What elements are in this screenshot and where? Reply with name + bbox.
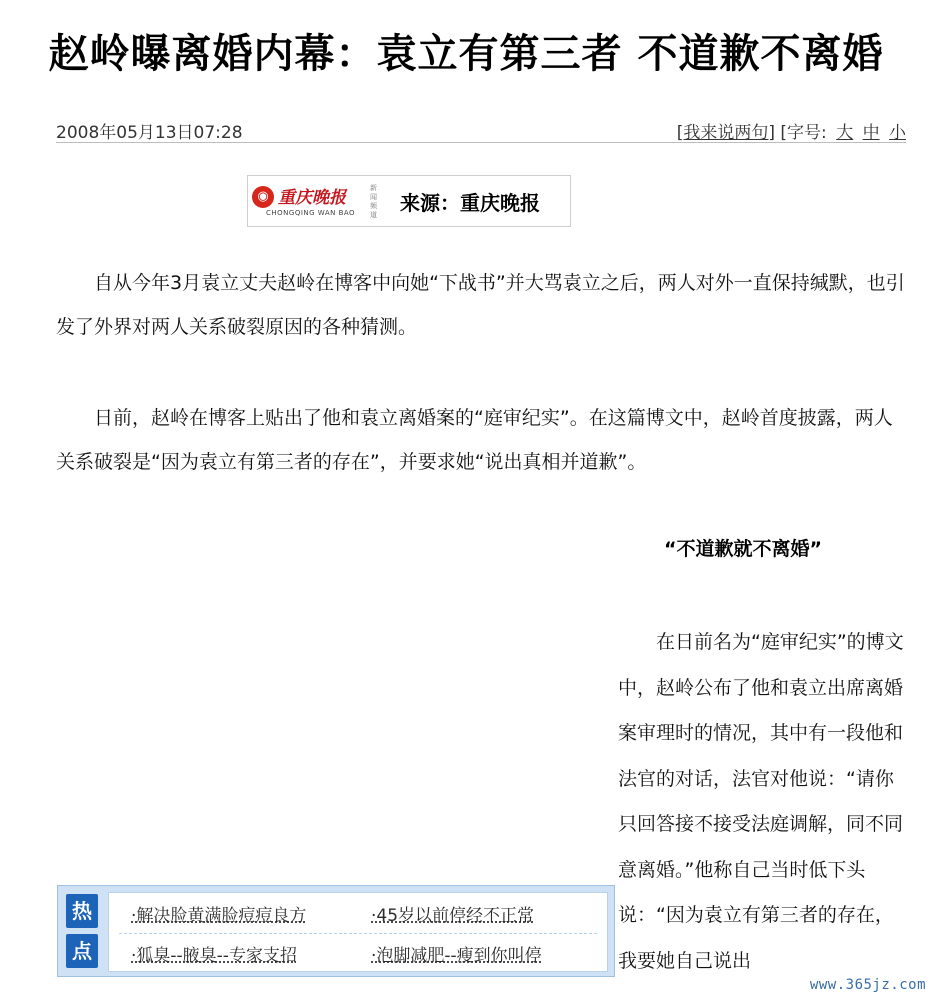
newspaper-logo-subtext: CHONGQING WAN BAO — [266, 209, 356, 217]
article-meta — [56, 118, 906, 143]
article-title: 赵岭曝离婚内幕：袁立有第三者 不道歉不离婚 — [48, 31, 884, 77]
subheading: “不道歉就不离婚” — [664, 538, 822, 560]
newspaper-logo-vertical-text: 新闻频道 — [370, 184, 377, 219]
hot-link[interactable]: ·解决脸黄满脸痘痘良方 — [131, 906, 307, 926]
newspaper-logo — [252, 180, 380, 222]
newspaper-logo-icon: ◉ — [252, 186, 274, 208]
comment-link[interactable]: [我来说两句] — [676, 123, 775, 143]
hot-topics-box — [57, 885, 615, 977]
paragraph-2: 日前，赵岭在博客上贴出了他和袁立离婚案的“庭审纪实”。在这篇博文中，赵岭首度披露，两人关系破裂是“因为袁立有第三者的存在”，并要求她“说出真相并道歉”。 — [56, 407, 893, 473]
hot-topics-list — [108, 892, 608, 972]
font-size-large[interactable]: 大 — [836, 123, 854, 143]
hot-divider — [119, 933, 597, 934]
font-size-small[interactable]: 小 — [889, 123, 906, 143]
article-tools — [677, 118, 906, 143]
paragraph-3: 在日前名为“庭审纪实”的博文中，赵岭公布了他和袁立出席离婚案审理时的情况，其中有一段他和法官的对话，法官对他说：“请你只回答接不接受法庭调解，同不同意离婚。”他称自己当时低下头说：“因为袁立有第三者的存在，我要她自己说出 — [618, 631, 904, 972]
font-size-label: [字号: — [780, 123, 827, 143]
hot-link[interactable]: ·45岁以前停经不正常 — [371, 906, 535, 926]
paragraph-1: 自从今年3月袁立丈夫赵岭在博客中向她“下战书”并大骂袁立之后，两人对外一直保持缄默，也引发了外界对两人关系破裂原因的各种猜测。 — [56, 272, 905, 338]
source-label: 来源：重庆晚报 — [400, 191, 540, 215]
publish-date: 2008年05月13日07:28 — [56, 123, 243, 143]
font-size-medium[interactable]: 中 — [862, 123, 880, 143]
topic-tag: 点 — [66, 934, 98, 968]
hot-link[interactable]: ·狐臭--腋臭--专家支招 — [131, 946, 297, 966]
site-watermark: www.365jz.com — [809, 977, 926, 993]
newspaper-logo-text: 重庆晚报 — [278, 188, 346, 208]
hot-link[interactable]: ·泡脚减肥--瘦到你叫停 — [371, 946, 542, 966]
source-banner — [247, 175, 571, 227]
hot-tag: 热 — [66, 894, 98, 928]
